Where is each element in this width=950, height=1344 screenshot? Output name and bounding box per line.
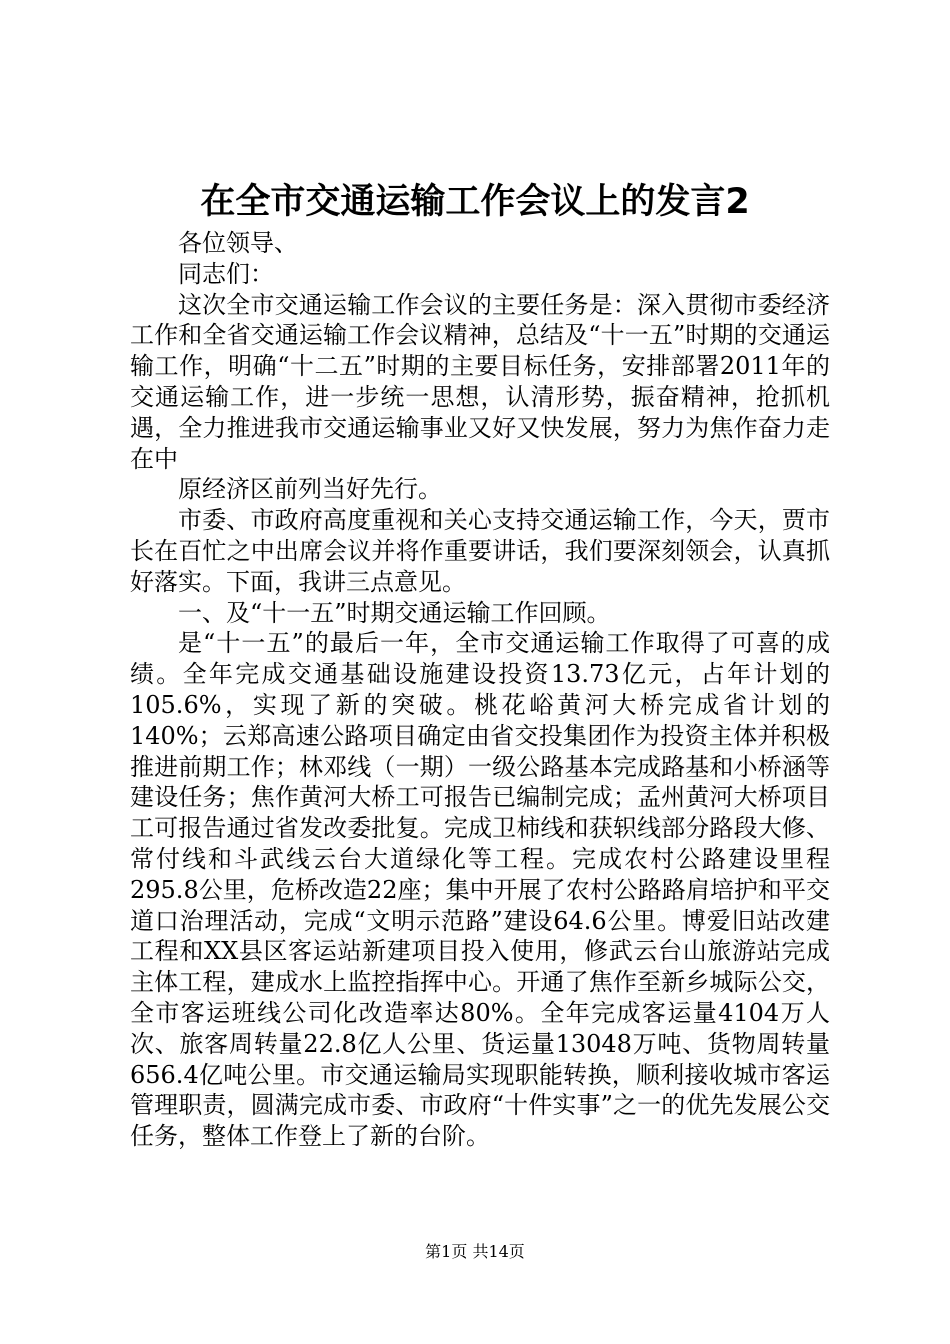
- paragraph-achievements: 是“十一五”的最后一年，全市交通运输工作取得了可喜的成绩。全年完成交通基础设施建设投资13.73亿元，占年计划的105.6%，实现了新的突破。桃花峪黄河大桥完成省计划的140%；云郑高速公路项目确定由省交投集团作为投资主体并积极推进前期工作；林邓线（一期）一级公路基本完成路基和小桥涵等建设任务；焦作黄河大桥工可报告已编制完成；孟州黄河大桥项目工可报告通过省发改委批复。完成卫柿线和获轵线部分路段大修、常付线和斗武线云台大道绿化等工程。完成农村公路建设里程295.8公里，危桥改造22座；集中开展了农村公路路肩培护和平交道口治理活动，完成“文明示范路”建设64.6公里。博爱旧站改建工程和XX县区客运站新建项目投入使用，修武云台山旅游站完成主体工程，建成水上监控指挥中心。开通了焦作至新乡城际公交，全市客运班线公司化改造率达80%。全年完成客运量4104万人次、旅客周转量22.8亿人公里、货运量13048万吨、货物周转量656.4亿吨公里。市交通运输局实现职能转换，顺利接收城市客运管理职责，圆满完成市委、市政府“十件实事”之一的优先发展公交任务，整体工作登上了新的台阶。: [130, 629, 830, 1151]
- salutation-comrades: 同志们：: [178, 259, 274, 288]
- document-title: 在全市交通运输工作会议上的发言2: [200, 182, 750, 222]
- document-body: [130, 228, 830, 1152]
- paragraph-meeting-tasks: 这次全市交通运输工作会议的主要任务是：深入贯彻市委经济工作和全省交通运输工作会议精神，总结及“十一五”时期的交通运输工作，明确“十二五”时期的主要目标任务，安排部署2011年的交通运输工作，进一步统一思想，认清形势，振奋精神，抢抓机遇，全力推进我市交通运输事业又好又快发展，努力为焦作奋力走在中: [130, 290, 830, 473]
- paragraph-leadership-support: 市委、市政府高度重视和关心支持交通运输工作，今天，贾市长在百忙之中出席会议并将作重要讲话，我们要深刻领会，认真抓好落实。下面，我讲三点意见。: [130, 506, 830, 596]
- paragraph-central-plains: 原经济区前列当好先行。: [178, 475, 442, 504]
- page-footer: 第1页 共14页: [425, 1242, 525, 1261]
- section-heading-review: 一、及“十一五”时期交通运输工作回顾。: [178, 598, 611, 627]
- salutation-leaders: 各位领导、: [178, 229, 298, 257]
